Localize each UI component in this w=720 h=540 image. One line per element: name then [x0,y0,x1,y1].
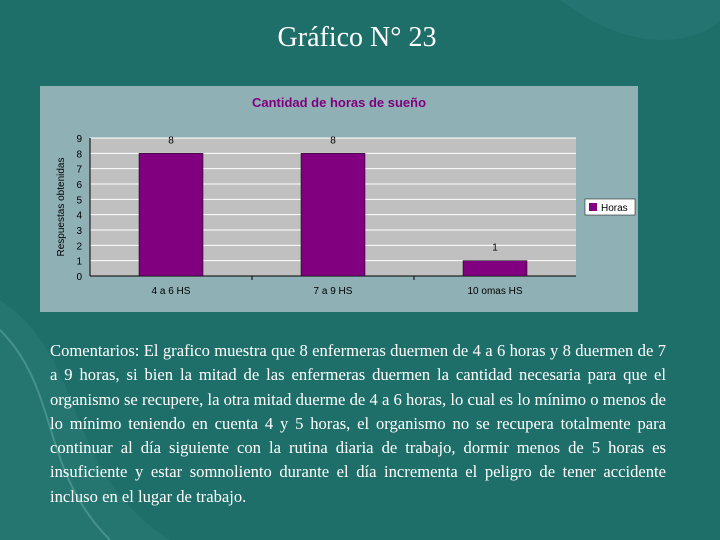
legend-swatch [589,203,597,211]
chart-panel [40,86,638,312]
data-label: 1 [492,242,498,254]
y-tick-label: 4 [76,210,82,222]
data-label: 8 [168,135,174,147]
legend-label: Horas [601,203,628,214]
y-tick-label: 0 [76,272,82,283]
y-tick-label: 3 [76,226,82,237]
y-tick-label: 1 [76,256,82,268]
y-tick-label: 8 [76,149,82,161]
slide-title: Gráfico N° 23 [277,22,437,53]
x-tick-label: 4 a 6 HS [151,286,191,297]
y-tick-label: 6 [76,180,82,191]
y-tick-label: 2 [76,241,82,253]
data-label: 8 [330,135,336,147]
bar [463,261,527,276]
y-axis-label: Respuestas obtenidas [56,157,67,257]
comment-paragraph: Comentarios: El grafico muestra que 8 enfermeras duermen de 4 a 6 horas y 8 duermen de 7 a 9 horas, si bien la mitad de las enfermeras duermen la cantidad necesaria para que el organismo se recupere, la otra mitad duerme de 4 a 6 horas, lo cual es lo mínimo o menos de lo mínimo teniendo en cuenta 4 y 5 horas, el organismo no se recupera totalmente para continuar al día siguiente con la rutina diaria de trabajo, dormir menos de 5 horas es insuficiente y estar somnoliento durante el día incrementa el peligro de tener accidente incluso en el lugar de trabajo. [50,341,666,506]
y-tick-label: 5 [76,195,82,207]
bar [139,153,203,276]
bar-chart [40,86,638,312]
chart-title: Cantidad de horas de sueño [251,95,427,110]
x-tick-label: 7 a 9 HS [313,286,353,297]
x-tick-label: 10 omas HS [467,286,523,297]
y-tick-label: 7 [76,164,82,176]
y-tick-label: 9 [76,134,82,145]
bar [301,153,365,276]
